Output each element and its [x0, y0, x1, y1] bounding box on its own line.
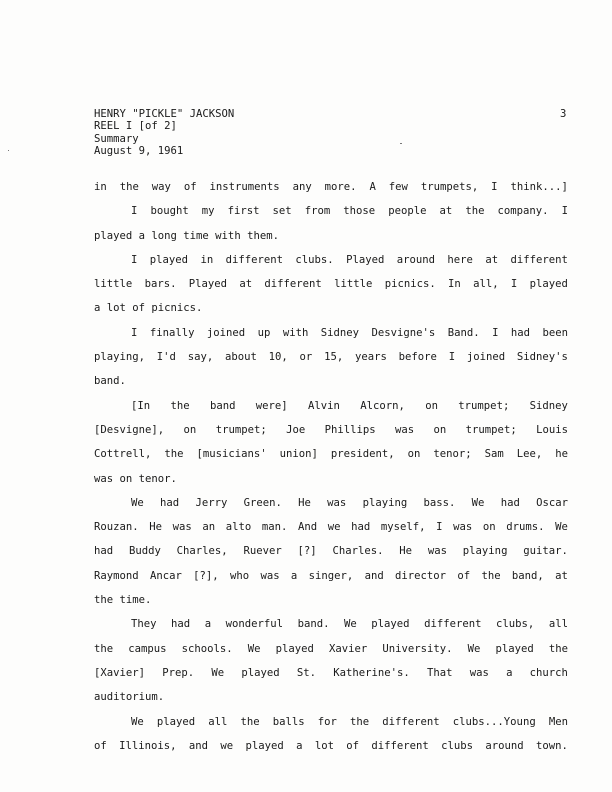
scan-speck: [8, 150, 9, 151]
word: Played: [346, 253, 385, 266]
word: bass.: [423, 496, 456, 509]
word: few: [388, 181, 408, 193]
word: picnics.: [384, 278, 436, 291]
word: way: [151, 181, 171, 193]
word: any: [292, 181, 312, 193]
word: or: [299, 351, 313, 364]
word: more.: [324, 181, 357, 193]
word: those: [343, 205, 376, 218]
word: had: [94, 545, 114, 558]
word: clubs: [441, 739, 474, 752]
word: for: [317, 715, 337, 728]
word: [Desvigne],: [94, 423, 165, 436]
word: trumpet;: [215, 423, 267, 436]
word: on: [425, 399, 438, 412]
word: about: [224, 351, 257, 364]
word: different: [264, 278, 322, 291]
text-line: [94, 570, 568, 594]
text-line: [94, 545, 568, 569]
word: years: [354, 351, 387, 364]
word: played: [245, 739, 284, 752]
word: were]: [255, 399, 288, 412]
word: union]: [279, 448, 318, 461]
text-line: was on tenor.: [94, 472, 177, 485]
word: had: [510, 326, 531, 339]
word: in: [94, 181, 107, 193]
word: a: [204, 618, 212, 631]
word: of: [457, 569, 471, 582]
word: think...]: [510, 181, 568, 193]
word: little: [94, 278, 133, 291]
word: first: [227, 205, 260, 218]
word: a: [296, 739, 303, 752]
word: different: [225, 253, 284, 266]
word: the: [170, 399, 190, 412]
word: [musicians': [196, 448, 267, 461]
word: singer,: [308, 569, 354, 582]
word: In: [448, 278, 461, 291]
word: Desvigne's: [371, 326, 436, 339]
word: set: [272, 205, 292, 218]
word: band.: [297, 618, 330, 631]
word: a: [290, 569, 298, 582]
word: all: [548, 618, 568, 631]
word: We: [467, 642, 481, 655]
word: I: [491, 181, 498, 193]
word: Ruever: [243, 545, 282, 558]
word: on: [183, 423, 197, 436]
word: on: [433, 423, 447, 436]
text-line: played a long time with them.: [94, 229, 279, 242]
word: played: [529, 278, 568, 291]
word: He: [298, 496, 311, 509]
word: 10,: [268, 351, 288, 364]
word: He: [399, 545, 413, 558]
word: been: [542, 326, 568, 339]
word: That: [426, 666, 453, 679]
text-line: [94, 327, 568, 351]
word: Joe: [286, 423, 306, 436]
word: St.: [296, 666, 316, 679]
header-date: August 9, 1961: [94, 144, 184, 157]
word: [In: [131, 399, 151, 412]
word: Green.: [243, 496, 282, 509]
word: was: [453, 521, 473, 534]
word: Sidney's: [516, 351, 568, 364]
word: the: [465, 205, 485, 218]
word: Band.: [447, 326, 480, 339]
word: We: [211, 666, 225, 679]
word: I: [131, 205, 138, 218]
word: man.: [261, 521, 288, 534]
word: Sidney: [529, 399, 568, 412]
text-line: [94, 400, 568, 424]
word: say,: [187, 351, 214, 364]
word: instruments: [209, 181, 280, 193]
word: playing,: [94, 351, 146, 364]
word: trumpet;: [465, 423, 517, 436]
text-line: [94, 351, 568, 375]
word: of: [183, 181, 197, 193]
word: He: [149, 521, 163, 534]
word: before: [398, 351, 437, 364]
word: of: [94, 739, 107, 752]
word: was: [395, 423, 415, 436]
word: played: [241, 666, 280, 679]
text-line: a lot of picnics.: [94, 302, 203, 315]
text-line: band.: [94, 375, 126, 388]
word: A: [369, 181, 376, 193]
word: Ancar: [149, 569, 182, 582]
text-line: [94, 205, 568, 229]
word: the: [240, 715, 260, 728]
word: joined: [466, 351, 506, 364]
word: the: [164, 448, 184, 461]
word: [?],: [193, 569, 219, 582]
word: at: [485, 253, 499, 266]
word: different: [371, 739, 429, 752]
word: We: [344, 618, 357, 631]
word: And: [298, 521, 318, 534]
word: Rouzan.: [94, 521, 139, 534]
word: trumpet;: [458, 399, 510, 412]
text-line: [94, 424, 568, 448]
word: town.: [536, 739, 568, 752]
word: was: [172, 521, 192, 534]
word: Oscar: [536, 496, 568, 509]
text-line: [94, 521, 568, 545]
text-line: auditorium.: [94, 691, 165, 704]
text-line: [94, 448, 568, 472]
word: an: [202, 521, 216, 534]
word: the: [350, 715, 370, 728]
word: drums.: [506, 521, 545, 534]
word: around: [485, 739, 524, 752]
word: Lee,: [516, 448, 543, 461]
word: all: [208, 715, 228, 728]
word: Charles,: [176, 545, 228, 558]
word: different: [510, 253, 568, 266]
word: Sidney: [320, 326, 360, 339]
word: trumpets,: [420, 181, 479, 193]
word: on: [482, 521, 496, 534]
word: we: [327, 521, 341, 534]
word: the: [119, 181, 139, 193]
word: We: [247, 642, 261, 655]
word: clubs...Young: [452, 715, 536, 728]
word: up: [257, 326, 271, 339]
header-reel: REEL I [of 2]: [94, 120, 177, 133]
word: played: [156, 715, 196, 728]
word: bars.: [144, 278, 177, 291]
word: clubs,: [496, 618, 535, 631]
word: We: [471, 496, 485, 509]
word: was: [260, 569, 280, 582]
word: company.: [497, 205, 549, 218]
word: Played: [188, 278, 228, 291]
word: Charles.: [332, 545, 384, 558]
word: balls: [272, 715, 305, 728]
word: [Xavier]: [94, 666, 146, 679]
word: different: [424, 618, 482, 631]
text-line: [94, 618, 568, 642]
word: church: [529, 666, 568, 679]
word: director: [395, 569, 447, 582]
word: a: [506, 666, 513, 679]
transcript-body: [94, 181, 568, 764]
document-header: [94, 108, 234, 157]
word: We: [555, 521, 568, 534]
word: playing: [462, 545, 508, 558]
word: Louis: [536, 423, 568, 436]
word: had: [171, 618, 191, 631]
word: Alcorn,: [360, 399, 405, 412]
word: Men: [548, 715, 568, 728]
word: around: [396, 253, 436, 266]
word: was: [327, 496, 347, 509]
word: 15,: [324, 351, 344, 364]
word: people: [388, 205, 427, 218]
word: I: [131, 253, 138, 266]
word: schools.: [181, 642, 233, 655]
word: Raymond: [94, 569, 139, 582]
word: band: [209, 399, 236, 412]
word: played: [495, 642, 534, 655]
word: who: [230, 569, 250, 582]
word: Prep.: [162, 666, 195, 679]
word: I: [510, 278, 518, 291]
word: joined: [206, 326, 246, 339]
word: wonderful: [225, 618, 284, 631]
header-title: HENRY "PICKLE" JACKSON: [94, 108, 235, 120]
word: at: [555, 569, 568, 582]
word: different: [382, 715, 440, 728]
text-line: [94, 254, 568, 278]
word: on: [407, 448, 421, 461]
text-line: [94, 716, 568, 740]
word: had: [160, 496, 180, 509]
word: played: [275, 642, 314, 655]
word: lot: [314, 739, 334, 752]
word: [?]: [297, 545, 317, 558]
word: bought: [150, 205, 189, 218]
word: clubs.: [295, 253, 334, 266]
word: from: [304, 205, 331, 218]
word: here: [447, 253, 473, 266]
word: little: [334, 278, 373, 291]
word: finally: [149, 326, 195, 339]
word: played: [149, 253, 189, 266]
word: Xavier: [328, 642, 368, 655]
page-number: 3: [560, 108, 567, 120]
word: campus: [128, 642, 167, 655]
word: I: [448, 351, 456, 364]
word: Phillips: [324, 423, 376, 436]
word: and: [364, 569, 384, 582]
word: alto: [225, 521, 252, 534]
text-line: [94, 497, 568, 521]
word: Illinois,: [119, 739, 177, 752]
word: had: [351, 521, 371, 534]
word: We: [131, 715, 144, 728]
word: the: [481, 569, 501, 582]
word: was: [427, 545, 447, 558]
word: myself,: [380, 521, 426, 534]
word: We: [131, 496, 144, 509]
word: president,: [330, 448, 395, 461]
word: I'd: [156, 351, 176, 364]
word: I: [492, 326, 499, 339]
word: I: [436, 521, 443, 534]
text-line: [94, 643, 568, 667]
word: all,: [473, 278, 499, 291]
word: was: [469, 666, 489, 679]
word: in: [200, 253, 214, 266]
word: he: [555, 448, 568, 461]
word: guitar.: [523, 545, 568, 558]
word: Cottrell,: [94, 448, 152, 461]
word: Alvin: [308, 399, 340, 412]
word: the: [548, 642, 568, 655]
word: at: [239, 278, 253, 291]
word: had: [500, 496, 520, 509]
word: Buddy: [128, 545, 161, 558]
word: I: [561, 205, 568, 218]
word: I: [131, 326, 138, 339]
word: we: [220, 739, 234, 752]
word: the: [94, 642, 114, 655]
word: of: [346, 739, 360, 752]
text-line: [94, 278, 568, 302]
word: Sam: [484, 448, 504, 461]
word: band,: [511, 569, 544, 582]
word: and: [188, 739, 208, 752]
word: University.: [382, 642, 453, 655]
word: Jerry: [195, 496, 228, 509]
word: Katherine's.: [333, 666, 410, 679]
scan-speck: [400, 143, 402, 144]
word: playing: [362, 496, 408, 509]
word: at: [439, 205, 453, 218]
text-line: [94, 667, 568, 691]
word: my: [201, 205, 215, 218]
header-type: Summary: [94, 132, 139, 145]
word: with: [282, 326, 309, 339]
word: They: [131, 618, 157, 631]
text-line: the time.: [94, 594, 152, 607]
word: played: [371, 618, 410, 631]
word: tenor;: [433, 448, 472, 461]
text-line: [94, 740, 568, 764]
text-line: [94, 181, 568, 205]
